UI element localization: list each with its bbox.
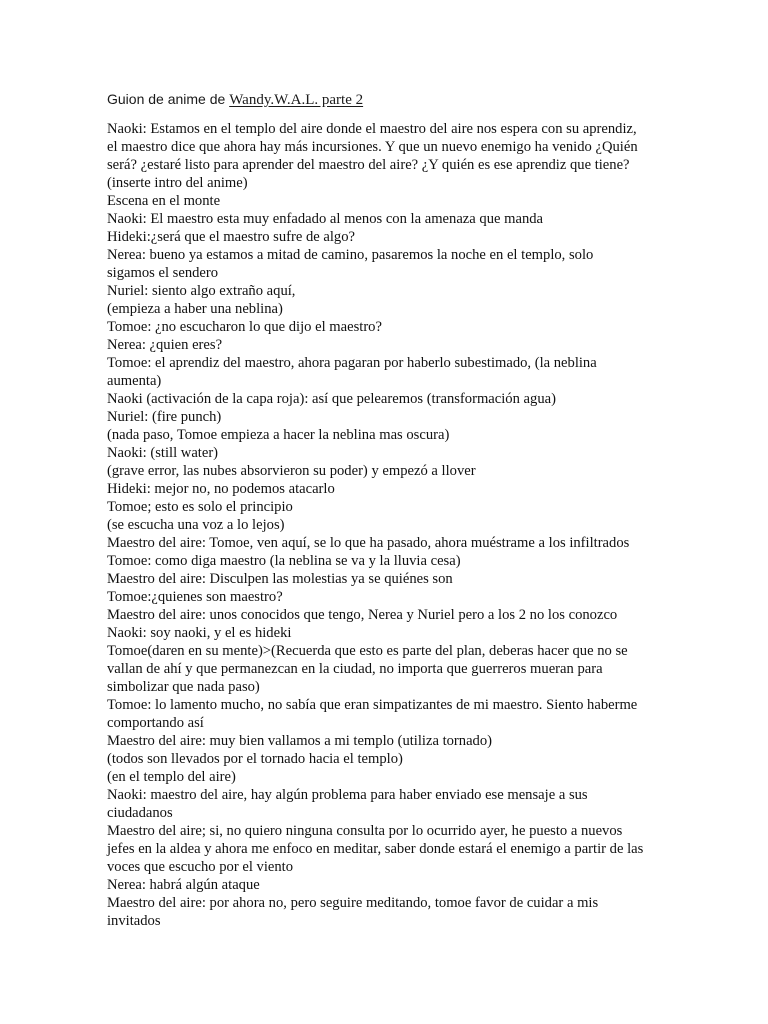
- script-line: vallan de ahí y que permanezcan en la ciudad, no importa que guerreros mueran para: [107, 661, 603, 677]
- script-line: Maestro del aire: Tomoe, ven aquí, se lo que ha pasado, ahora muéstrame a los infiltrados: [107, 535, 630, 551]
- script-line: Naoki (activación de la capa roja): así que pelearemos (transformación agua): [107, 391, 556, 407]
- script-line: Naoki: El maestro esta muy enfadado al menos con la amenaza que manda: [107, 211, 544, 227]
- heading-prefix: Guion de anime de: [107, 91, 230, 107]
- script-line: Maestro del aire: Disculpen las molestias ya se quiénes son: [107, 571, 453, 587]
- script-line: Nerea: bueno ya estamos a mitad de camino, pasaremos la noche en el templo, solo: [107, 247, 594, 263]
- script-line: (nada paso, Tomoe empieza a hacer la neblina mas oscura): [107, 427, 450, 443]
- script-line: Tomoe; esto es solo el principio: [107, 499, 293, 515]
- script-line: (empieza a haber una neblina): [107, 301, 283, 317]
- script-line: Maestro del aire: muy bien vallamos a mi templo (utiliza tornado): [107, 733, 493, 749]
- script-line: invitados: [107, 913, 161, 929]
- script-line: Tomoe: el aprendiz del maestro, ahora pagaran por haberlo subestimado, (la neblina: [107, 355, 597, 371]
- script-line: Maestro del aire: por ahora no, pero seguire meditando, tomoe favor de cuidar a mis: [107, 895, 599, 911]
- script-line: Escena en el monte: [107, 193, 221, 209]
- script-line: Tomoe(daren en su mente)>(Recuerda que esto es parte del plan, deberas hacer que no se: [107, 643, 628, 659]
- script-line: Nuriel: siento algo extraño aquí,: [107, 283, 296, 299]
- script-line: sigamos el sendero: [107, 265, 219, 281]
- script-line: (grave error, las nubes absorvieron su poder) y empezó a llover: [107, 463, 476, 479]
- script-line: Nuriel: (fire punch): [107, 409, 222, 425]
- script-line: Maestro del aire: unos conocidos que tengo, Nerea y Nuriel pero a los 2 no los conozco: [107, 607, 618, 623]
- script-line: (se escucha una voz a lo lejos): [107, 517, 285, 533]
- script-line: ciudadanos: [107, 805, 173, 821]
- script-line: será? ¿estaré listo para aprender del maestro del aire? ¿Y quién es ese aprendiz que tiene?: [107, 157, 630, 173]
- script-line: Nerea: habrá algún ataque: [107, 877, 260, 893]
- script-line: Naoki: maestro del aire, hay algún problema para haber enviado ese mensaje a sus: [107, 787, 588, 803]
- heading-link[interactable]: Wandy.W.A.L. parte 2: [229, 92, 364, 108]
- script-line: simbolizar que nada paso): [107, 679, 260, 695]
- script-line: Hideki: mejor no, no podemos atacarlo: [107, 481, 335, 497]
- script-line: Tomoe: como diga maestro (la neblina se va y la lluvia cesa): [107, 553, 461, 569]
- script-line: (inserte intro del anime): [107, 175, 248, 191]
- script-line: (en el templo del aire): [107, 769, 236, 785]
- document-heading: [107, 91, 363, 109]
- script-line: Nerea: ¿quien eres?: [107, 337, 223, 353]
- script-line: voces que escucho por el viento: [107, 859, 294, 875]
- script-line: (todos son llevados por el tornado hacia el templo): [107, 751, 403, 767]
- script-line: comportando así: [107, 715, 204, 731]
- script-line: el maestro dice que ahora hay más incursiones. Y que un nuevo enemigo ha venido ¿Quién: [107, 139, 638, 155]
- script-line: jefes en la aldea y ahora me enfoco en meditar, saber donde estará el enemigo a partir de las: [107, 841, 644, 857]
- script-line: Naoki: (still water): [107, 445, 219, 461]
- script-line: Hideki:¿será que el maestro sufre de algo?: [107, 229, 355, 245]
- script-line: aumenta): [107, 373, 162, 389]
- script-line: Tomoe: ¿no escucharon lo que dijo el maestro?: [107, 319, 382, 335]
- script-body: [107, 120, 667, 930]
- script-line: Tomoe:¿quienes son maestro?: [107, 589, 283, 605]
- script-line: Naoki: soy naoki, y el es hideki: [107, 625, 292, 641]
- script-line: Tomoe: lo lamento mucho, no sabía que eran simpatizantes de mi maestro. Siento haberme: [107, 697, 638, 713]
- script-line: Maestro del aire; si, no quiero ninguna consulta por lo ocurrido ayer, he puesto a nuevos: [107, 823, 623, 839]
- script-line: Naoki: Estamos en el templo del aire donde el maestro del aire nos espera con su aprendiz,: [107, 121, 637, 137]
